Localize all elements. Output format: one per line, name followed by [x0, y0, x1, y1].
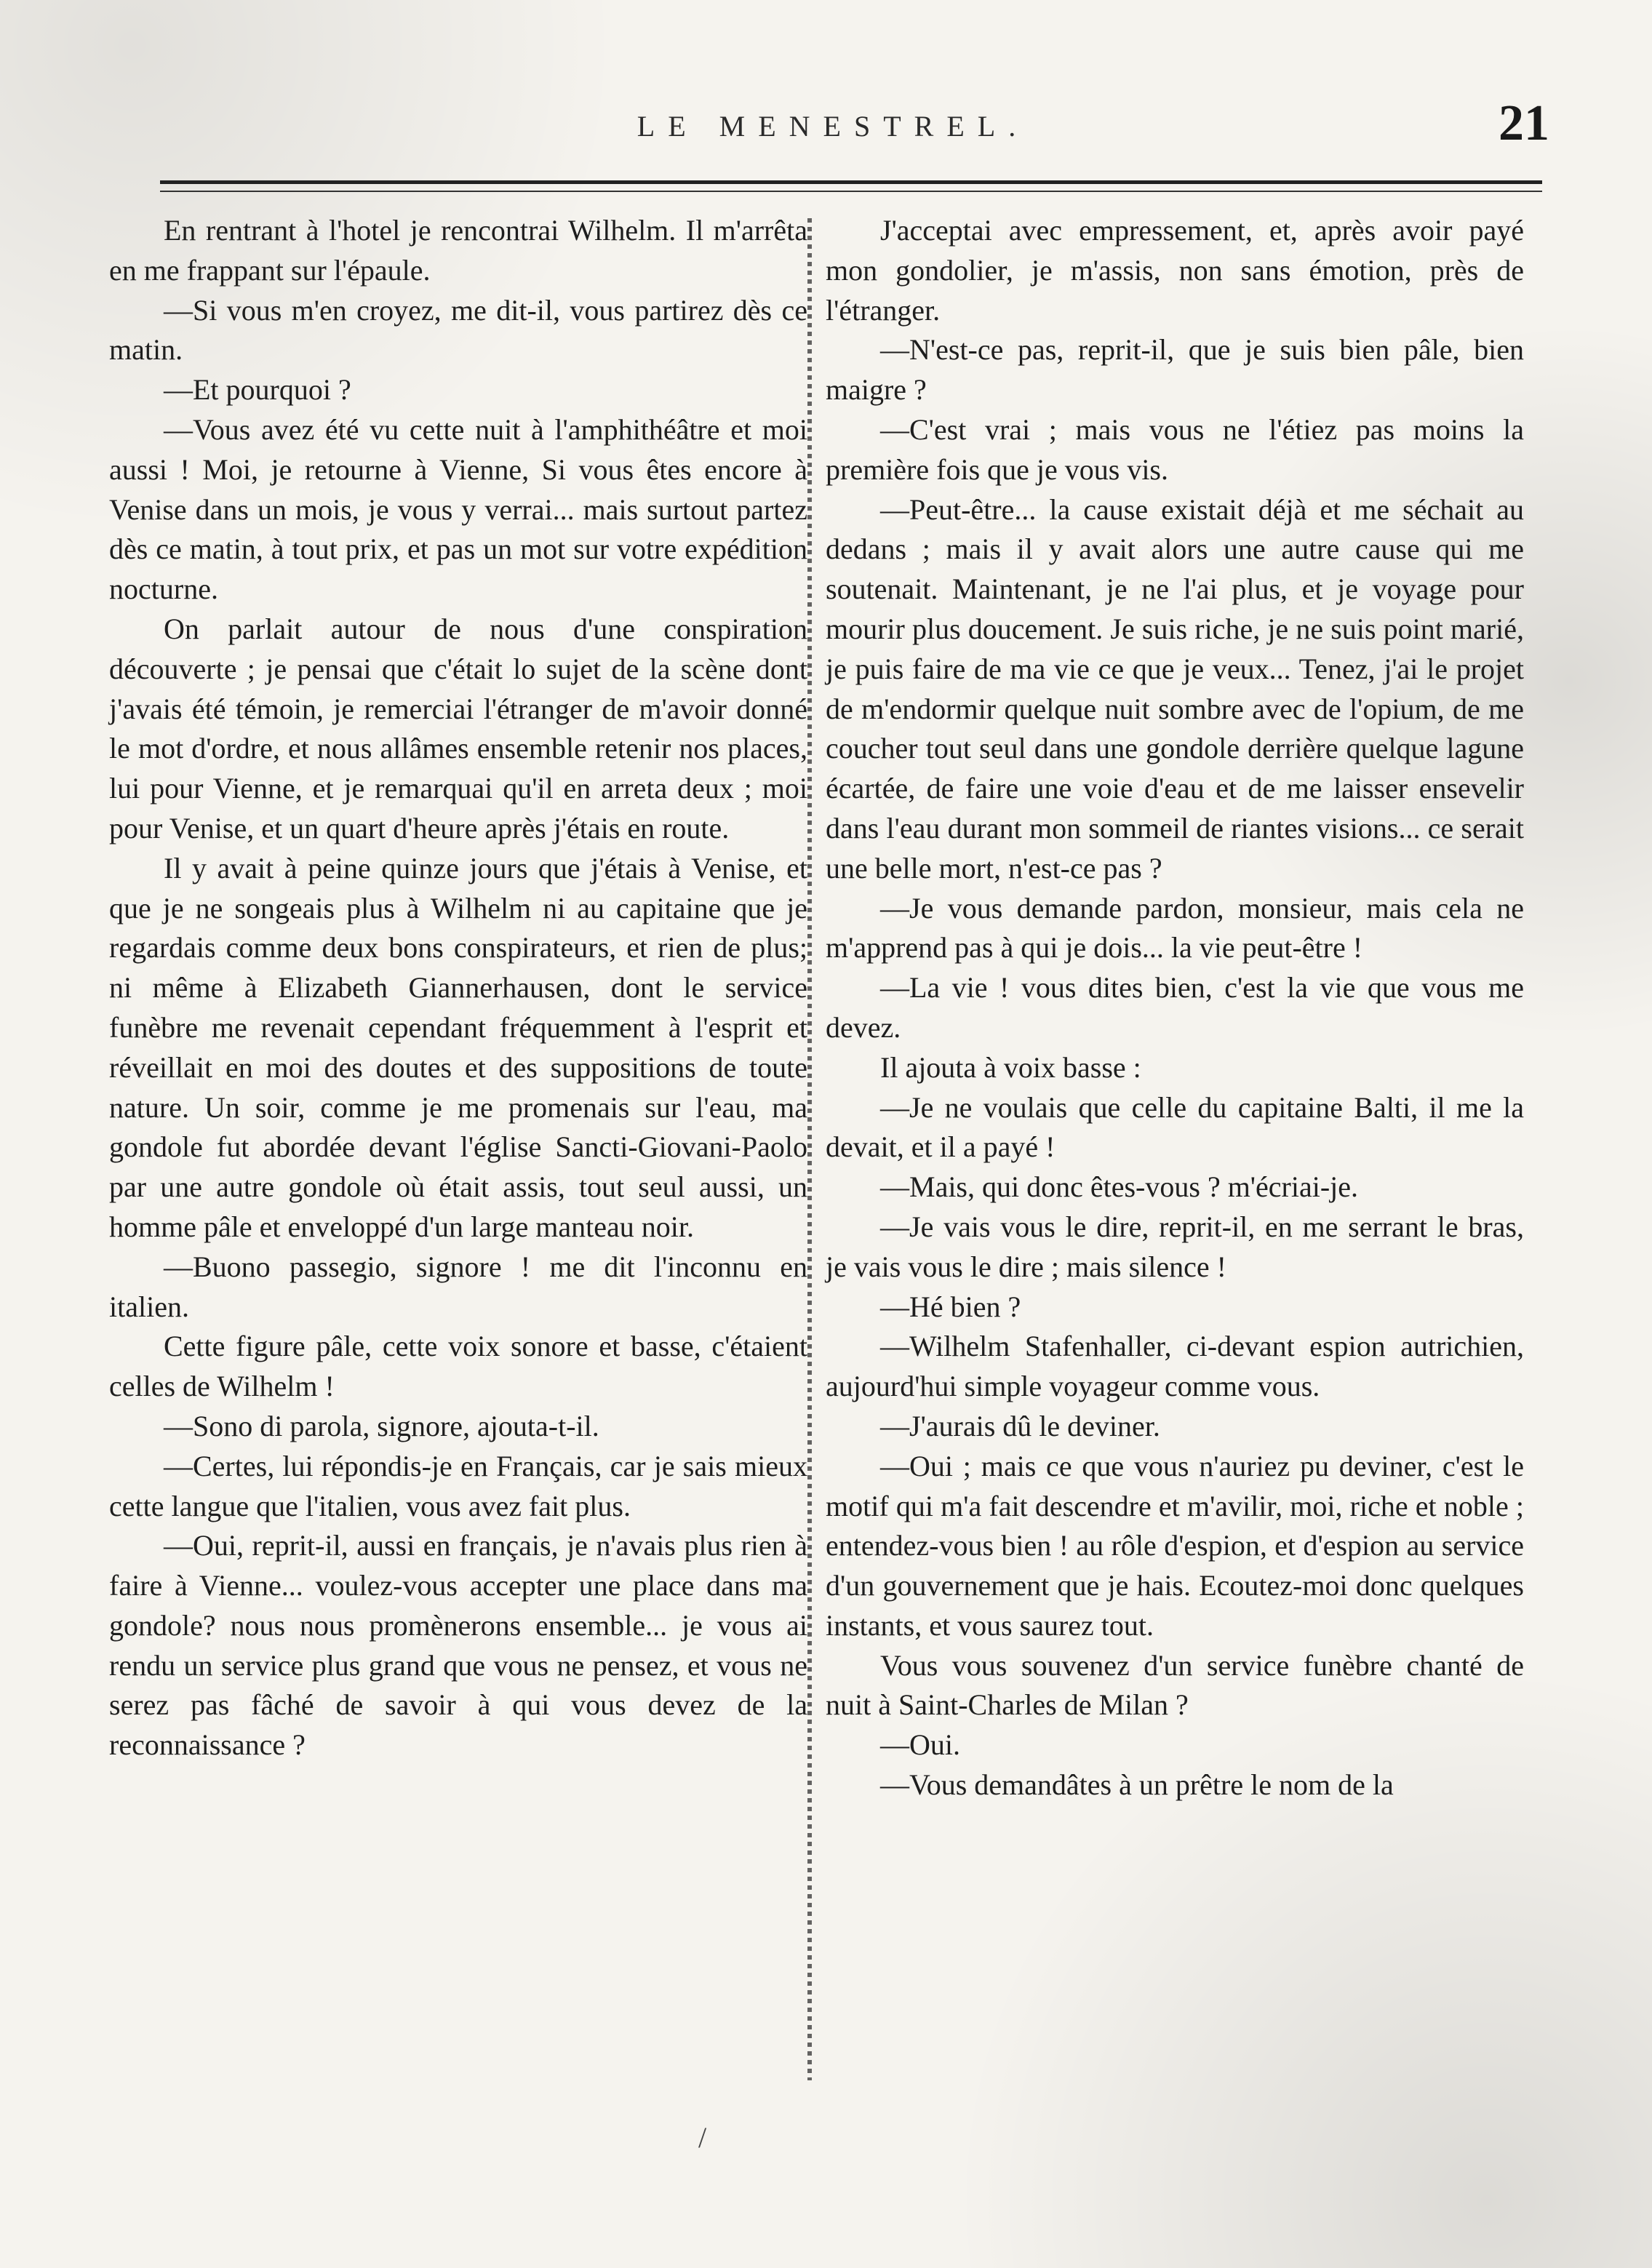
- column-divider: [807, 218, 812, 2080]
- paragraph: —J'aurais dû le deviner.: [880, 1409, 1160, 1442]
- paragraph: —Sono di parola, signore, ajouta-t-il.: [164, 1409, 599, 1442]
- paragraph: On parlait autour de nous d'une conspiration découverte ; je pensai que c'était lo sujet de la scène dont j'avais été témoin, je remerciai l'étranger de m'avoir donné le mot d'ordre, et nous allâmes ensemble retenir nos places, lui pour Vienne, et je remarquai qu'il en arreta deux ; moi pour Venise, et un quart d'heure après j'étais en route.: [109, 612, 807, 844]
- paragraph: —N'est-ce pas, reprit-il, que je suis bien pâle, bien maigre ?: [826, 333, 1524, 407]
- footer-mark: /: [698, 2121, 707, 2154]
- paragraph: —Oui ; mais ce que vous n'auriez pu deviner, c'est le motif qui m'a fait descendre et m'avilir, moi, riche et noble ; entendez-vous bien ! au rôle d'espion, et d'espion au service d'un gouvernement que je hais. Ecoutez-moi donc quelques instants, et vous saurez tout.: [826, 1449, 1524, 1642]
- paragraph: —Vous demandâtes à un prêtre le nom de la: [880, 1768, 1394, 1802]
- paragraph: J'acceptai avec empressement, et, après avoir payé mon gondolier, je m'assis, non sans émotion, près de l'étranger.: [826, 214, 1524, 327]
- paragraph: —Et pourquoi ?: [164, 373, 351, 407]
- right-column: [826, 211, 1524, 1805]
- paragraph: —C'est vrai ; mais vous ne l'étiez pas moins la première fois que je vous vis.: [826, 412, 1524, 486]
- paragraph: —Oui.: [880, 1728, 960, 1762]
- paragraph: —La vie ! vous dites bien, c'est la vie que vous me devez.: [826, 971, 1524, 1044]
- header-rule-thick: [160, 180, 1542, 184]
- paragraph: Vous vous souvenez d'un service funèbre chanté de nuit à Saint-Charles de Milan ?: [826, 1648, 1524, 1722]
- masthead-title: LE MENESTREL.: [637, 110, 1029, 143]
- paragraph: Il y avait à peine quinze jours que j'étais à Venise, et que je ne songeais plus à Wilhelm ni au capitaine que je regardais comme deux bons conspirateurs, et rien de plus; ni même à Elizabeth Giannerhausen, dont le service funèbre me revenait cependant fréquemment à l'esprit et réveillait en moi des doutes et des suppositions de toute nature. Un soir, comme je me promenais sur l'eau, ma gondole fut abordée devant l'église Sancti-Giovani-Paolo par une autre gondole où était assis, tout seul aussi, un homme pâle et enveloppé d'un large manteau noir.: [109, 851, 807, 1243]
- paragraph: —Oui, reprit-il, aussi en français, je n'avais plus rien à faire à Vienne... voulez-vous accepter une place dans ma gondole? nous nous promènerons ensemble... je vous ai rendu un service plus grand que vous ne pensez, et vous ne serez pas fâché de savoir à qui vous devez de la reconnaissance ?: [109, 1529, 807, 1762]
- header-rule-thin: [160, 191, 1542, 192]
- left-column: [109, 211, 807, 1765]
- paragraph: —Wilhelm Stafenhaller, ci-devant espion autrichien, aujourd'hui simple voyageur comme vous.: [826, 1330, 1524, 1403]
- paragraph: Il ajouta à voix basse :: [880, 1050, 1141, 1084]
- paragraph: —Vous avez été vu cette nuit à l'amphithéâtre et moi aussi ! Moi, je retourne à Vienne, Si vous êtes encore à Venise dans un mois, je vous y verrai... mais surtout partez dès ce matin, à tout prix, et pas un mot sur votre expédition nocturne.: [109, 412, 807, 606]
- paragraph: —Peut-être... la cause existait déjà et me séchait au dedans ; mais il y avait alors une autre cause qui me soutenait. Maintenant, je ne l'ai plus, et je voyage pour mourir plus doucement. Je suis riche, je ne suis point marié, je puis faire de ma vie ce que je veux... Tenez, j'ai le projet de m'endormir quelque nuit sombre avec de l'opium, de me coucher tout seul dans une gondole derrière quelque lagune écartée, de faire une voie d'eau et de me laisser ensevelir dans l'eau durant mon sommeil de riantes visions... ce serait une belle mort, n'est-ce pas ?: [826, 492, 1524, 885]
- paragraph: —Je vais vous le dire, reprit-il, en me serrant le bras, je vais vous le dire ; mais silence !: [826, 1210, 1524, 1283]
- paragraph: —Hé bien ?: [880, 1290, 1021, 1323]
- paragraph: —Je vous demande pardon, monsieur, mais cela ne m'apprend pas à qui je dois... la vie peut-être !: [826, 891, 1524, 965]
- paragraph: En rentrant à l'hotel je rencontrai Wilhelm. Il m'arrêta en me frappant sur l'épaule.: [109, 214, 807, 287]
- paragraph: —Si vous m'en croyez, me dit-il, vous partirez dès ce matin.: [109, 293, 807, 367]
- paragraph: Cette figure pâle, cette voix sonore et basse, c'étaient celles de Wilhelm !: [109, 1330, 807, 1403]
- paragraph: —Je ne voulais que celle du capitaine Balti, il me la devait, et il a payé !: [826, 1090, 1524, 1164]
- page-number: 21: [1499, 95, 1549, 151]
- paragraph: —Buono passegio, signore ! me dit l'inconnu en italien.: [109, 1250, 807, 1323]
- paragraph: —Certes, lui répondis-je en Français, car je sais mieux cette langue que l'italien, vous avez fait plus.: [109, 1449, 807, 1522]
- page-header: [116, 95, 1549, 160]
- paragraph: —Mais, qui donc êtes-vous ? m'écriai-je.: [880, 1170, 1359, 1204]
